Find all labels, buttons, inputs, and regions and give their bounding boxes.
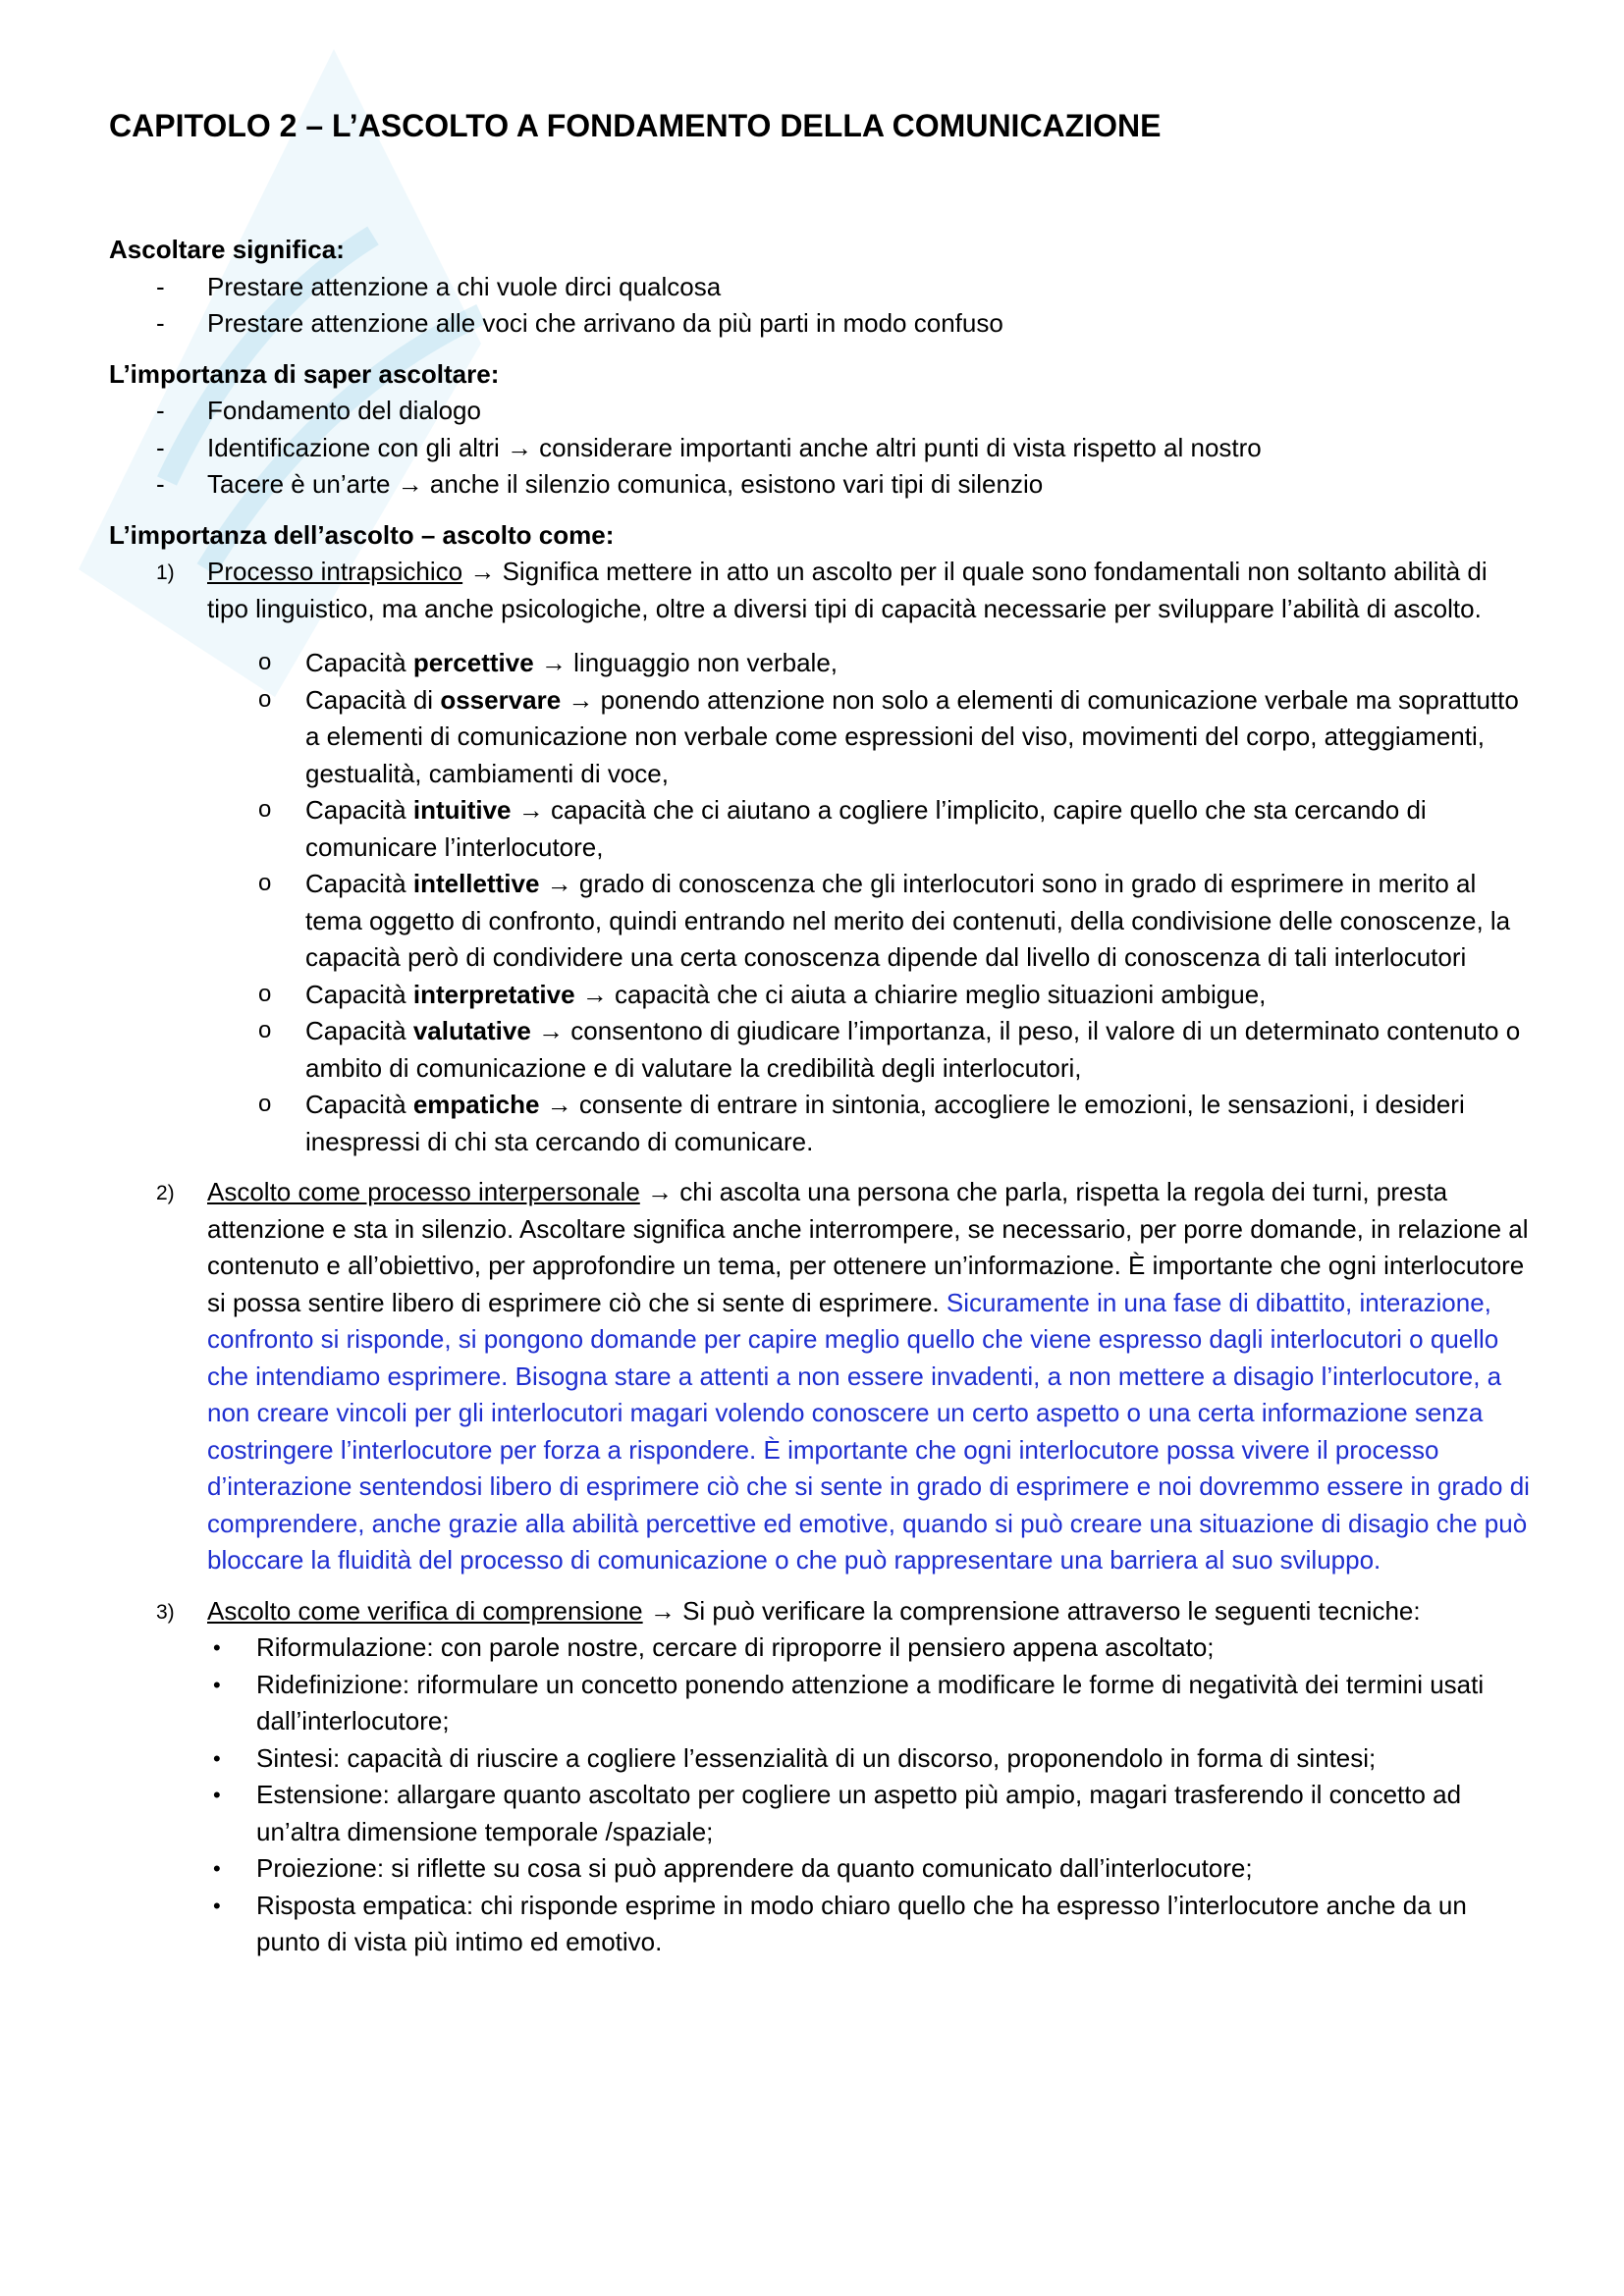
list-item: - Fondamento del dialogo [109,393,1533,430]
bullet-marker: • [213,1635,221,1660]
list-item: o Capacità valutative → consentono di giudicare l’importanza, il peso, il valore di un determinato contenuto o ambito di comunicazione e di valutare la credibilità degli interlocutori, [207,1013,1533,1087]
list-item: - Identificazione con gli altri → considerare importanti anche altri punti di vista rispetto al nostro [109,430,1533,467]
circle-marker: o [258,685,272,713]
page-title: CAPITOLO 2 – L’ASCOLTO A FONDAMENTO DELLA COMUNICAZIONE [109,108,1162,143]
item-text: → Si può verificare la comprensione attraverso le seguenti tecniche: [642,1595,1421,1626]
dash-marker: - [156,271,165,301]
list-item: o Capacità intuitive → capacità che ci aiutano a cogliere l’implicito, capire quello che sta cercando di comunicare l’interlocutore, [207,792,1533,866]
section-heading-ascoltare: Ascoltare significa: [109,235,345,264]
list-item: o Capacità empatiche → consente di entrare in sintonia, accogliere le emozioni, le sensazioni, i desideri inespressi di chi sta cercando di comunicare. [207,1087,1533,1160]
list-item: • Proiezione: si riflette su cosa si può apprendere da quanto comunicato dall’interlocutore; [207,1850,1533,1888]
tecniche-list [207,1629,1533,1961]
numbered-item-1 [109,554,1533,1160]
capacita-list [207,645,1533,1160]
dash-marker: - [156,396,165,425]
item-number: 3) [156,1600,175,1624]
list-item: o Capacità di osservare → ponendo attenzione non solo a elementi di comunicazione verbale ma soprattutto a elementi di comunicazione non verbale come espressioni del viso, movimenti del corpo, atteggiamenti, gestualità, cambiamenti di voce, [207,682,1533,793]
blue-annotation-text: Sicuramente in una fase di dibattito, interazione, confronto si risponde, si pongono domande per capire meglio quello che viene espresso dagli interlocutori o quello che intendiamo esprimere. Bisogna stare a attenti a non essere invadenti, a non mettere a disagio l’interlocutore, a non creare vincoli per gli interlocutori magari volendo conoscere un certo aspetto o una certa informazione senza costringere l’interlocutore per forza a rispondere. È importante che ogni interlocutore possa vivere il processo d’interazione sentendosi libero di esprimere ciò che si sente in grado di esprimere e noi dovremmo essere in grado di comprendere, anche grazie alla abilità percettive ed emotive, quando si può creare una situazione di disagio che può bloccare la fluidità del processo di comunicazione o che può rappresentare una barriera al suo sviluppo. [207,1287,1530,1575]
circle-marker: o [258,870,272,896]
section-heading-importanza: L’importanza di saper ascoltare: [109,358,500,389]
dash-marker: - [156,469,165,499]
item-number: 2) [156,1182,175,1204]
item-title: Ascolto come verifica di comprensione [207,1595,643,1626]
list-item: • Sintesi: capacità di riuscire a cogliere l’essenzialità di un discorso, proponendolo in forma di sintesi; [207,1740,1533,1778]
list-item: - Prestare attenzione alle voci che arrivano da più parti in modo confuso [109,305,1533,343]
circle-marker: o [258,980,272,1007]
bullet-marker: • [213,1893,221,1918]
circle-marker: o [258,1091,272,1117]
dash-marker: - [156,432,165,462]
list-item: • Risposta empatica: chi risponde esprime in modo chiaro quello che ha espresso l’interlocutore anche da un punto di vista più intimo ed emotivo. [207,1888,1533,1961]
item-number: 1) [156,561,175,584]
circle-marker: o [258,796,272,823]
numbered-item-3 [109,1593,1533,1961]
bullet-marker: • [213,1672,221,1697]
section-heading-ascolto-come: L’importanza dell’ascolto – ascolto come: [109,519,615,550]
item-title: Ascolto come processo interpersonale [207,1177,640,1206]
ascolto-numbered-list [109,554,1533,1961]
list-item: o Capacità intellettive → grado di conoscenza che gli interlocutori sono in grado di esprimere in merito al tema oggetto di confronto, quindi entrando nel merito dei contenuti, della condivisione delle conoscenze, la capacità però di condividere una certa conoscenza dipende dal livello di conoscenza di tali interlocutori [207,866,1533,977]
list-item: • Riformulazione: con parole nostre, cercare di riproporre il pensiero appena ascoltato; [207,1629,1533,1667]
bullet-marker: • [213,1783,221,1807]
list-item: o Capacità interpretative → capacità che ci aiuta a chiarire meglio situazioni ambigue, [207,977,1533,1014]
list-item: o Capacità percettive → linguaggio non verbale, [207,645,1533,682]
list-item: - Tacere è un’arte → anche il silenzio comunica, esistono vari tipi di silenzio [109,466,1533,504]
circle-marker: o [258,1017,272,1043]
circle-marker: o [258,649,272,675]
list-item: - Prestare attenzione a chi vuole dirci qualcosa [109,269,1533,306]
ascoltare-list [109,269,1533,343]
item-text: → chi ascolta una persona che parla, rispetta la regola dei turni, presta attenzione e sta in silenzio. Ascoltare significa anche interrompere, se necessario, per porre domande, in relazione al contenuto e all’obiettivo, per approfondire un tema, per ottenere un’informazione. È importante che ogni interlocutore si possa sentire libero di esprimere ciò che si sente di esprimere. [207,1177,1529,1317]
bullet-marker: • [213,1856,221,1881]
list-item: • Ridefinizione: riformulare un concetto ponendo attenzione a modificare le forme di negatività dei termini usati dall’interlocutore; [207,1667,1533,1740]
item-text: → Significa mettere in atto un ascolto per il quale sono fondamentali non soltanto abilità di tipo linguistico, ma anche psicologiche, oltre a diversi tipi di capacità necessarie per sviluppare l’abilità di ascolto. [207,557,1488,623]
importanza-list [109,393,1533,504]
numbered-item-2 [109,1174,1533,1579]
bullet-marker: • [213,1745,221,1771]
list-item: • Estensione: allargare quanto ascoltato per cogliere un aspetto più ampio, magari trasferendo il concetto ad un’altra dimensione temporale /spaziale; [207,1777,1533,1850]
item-title: Processo intrapsichico [207,557,463,586]
dash-marker: - [156,308,165,338]
document-content [109,106,1533,1975]
